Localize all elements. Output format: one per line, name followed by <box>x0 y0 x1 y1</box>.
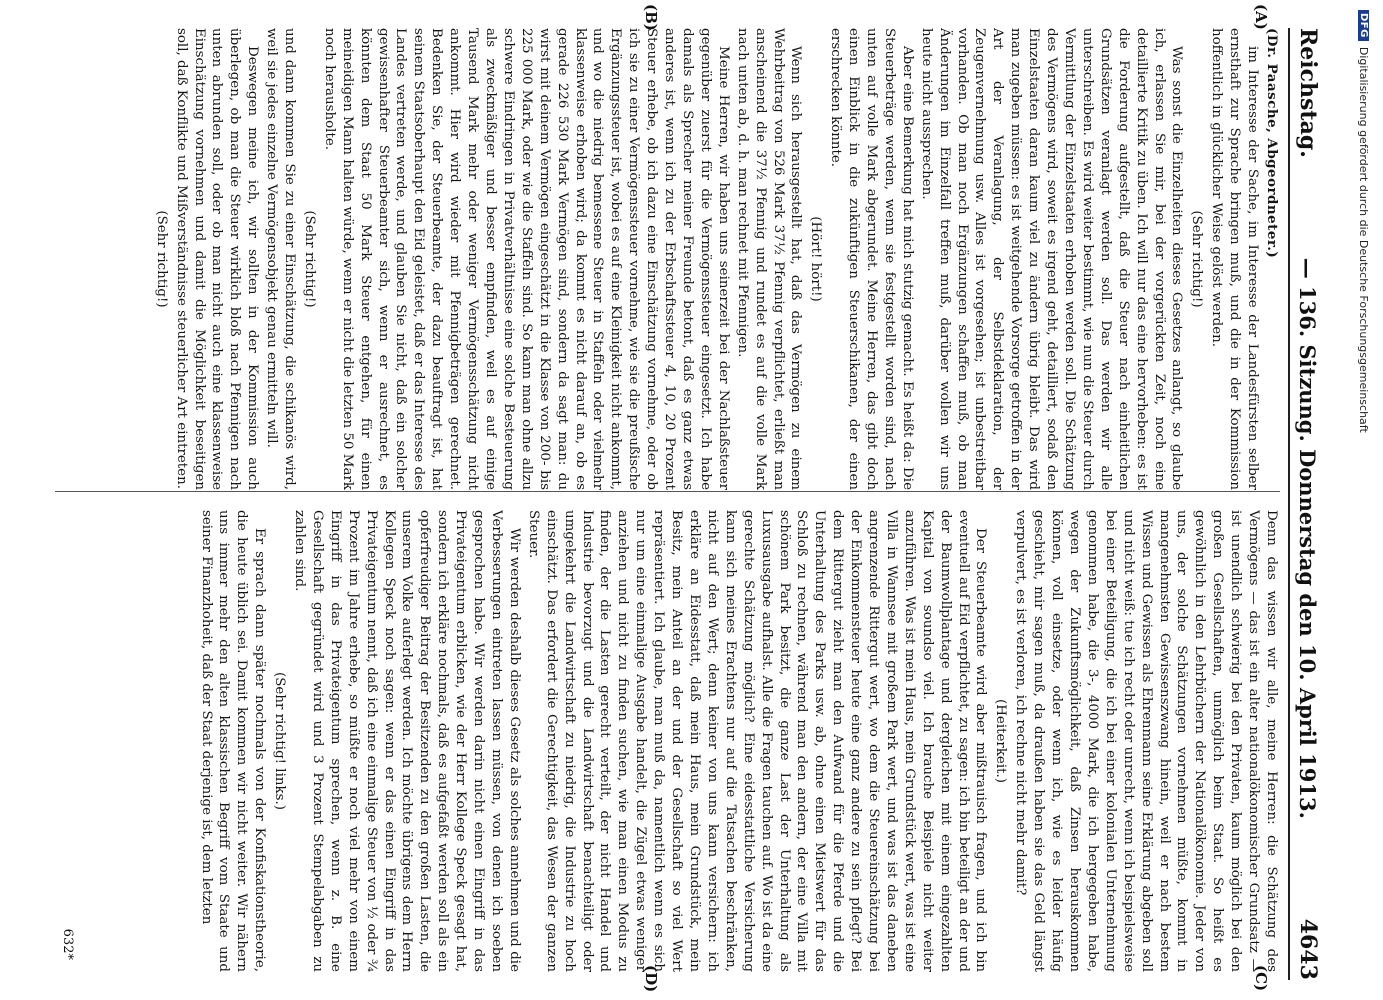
left-column <box>55 28 1280 490</box>
header-left: Reichstag. <box>1295 28 1321 158</box>
right-column <box>55 510 1280 972</box>
speaker-attribution: (Dr. Paasche, Abgeordneter.) <box>1264 28 1280 259</box>
interjection: (Sehr richtig!) <box>301 210 317 308</box>
interjection: (Sehr richtig!) <box>153 210 169 308</box>
page-header <box>1288 28 1326 980</box>
paragraph: Der Steuerbeamte wird aber mißtrauisch fragen, und ich bin eventuell auf Eid verpflichtet, zu sagen: ich bin beteiligt an der und der Baumwollplantage und dergleichen mit einem eingezahlten Kapital von soundso viel. Ich brauche Beispiele nicht weiter anzuführen. Was ist mein Haus, mein Grundstück wert, was ist eine Villa in Wannsee mit großem Park wert, und was ist das daneben angrenzende Rittergut wert, wo dem die Steuereinschätzung bei der Einkommensteuer heute eine ganz andere zu sein pflegt? Bei dem Rittergut zieht man den Aufwand für die Pferde und die Unterhaltung des Parks usw. ab, ohne einen Mietswert für das Schloß zu rechnen, während man den andern, der eine Villa mit schönem Park besitzt, die ganze Last der Unterhaltung als Luxusausgabe aufhalst. Alle die Fragen tauchen auf. Wo ist da eine gerechte Schätzung möglich? Eine eidesstattliche Versicherung kann sich meines Erachtens nur auf die Tatsachen beschränken, nicht auf den Wert; denn keiner von uns kann versichern: ich erkläre an Eidesstatt, daß mein Haus, mein Grundstück, mein Besitz, mein Anteil an der und der Gesellschaft so viel Wert repräsentiert. Ich glaube, man muß da, namentlich wenn es sich nur um eine einmalige Ausgabe handelt, die Zügel etwas weniger anziehen und nicht zu finden suchen, wie man einen Modus zu finden, der die Lasten gerecht verteilt, der nicht Handel und Industrie bevorzugt und die Landwirtschaft benachteiligt oder umgekehrt die Landwirtschaft zu niedrig, die Industrie zu hoch einschätzt. Das erfordert die Gerechtigkeit, das Wesen der ganzen Steuer. <box>525 510 989 972</box>
header-center: — 136. Sitzung. Donnerstag den 10. April 1913. <box>1295 257 1321 819</box>
paragraph: Deswegen meine ich, wir sollten in der Kommission auch überlegen, ob man die Steuer wirklich bloß nach Pfennigen nach unten abrunden soll, oder ob man nicht auch eine klassenweise Einschätzung vornehmen und damit die Möglichkeit beseitigen soll, daß Konflikte und Mißverständnisse steuerlicher Art eintreten. <box>173 28 261 490</box>
scanned-page <box>40 0 1340 1000</box>
interjection: (Hört! hört!) <box>808 216 824 302</box>
margin-marker-d: (D) <box>642 965 660 993</box>
margin-marker-a: (A) <box>1252 4 1270 30</box>
paragraph: Wir werden deshalb dieses Gesetz als solches annehmen und die Verbesserungen eintreten lassen müssen, von denen ich soeben gesprochen habe. Wir werden darin nicht einen Eingriff in das Privateigentum erblicken, wie der Herr Kollege Speck gesagt hat, sondern ich erkläre nochmals, daß es aufgefaßt werden soll als ein opferfreudiger Beitrag der Besitzenden zu den großen Lasten, die unserem Volke auferlegt werden. Ich möchte übrigens dem Herrn Kollegen Speck noch sagen: wenn er das einen Eingriff in das Privateigentum nennt, daß ich eine einmalige Steuer von ½ oder ¾ Prozent im Jahre erhebe, so müßte er noch viel mehr von einem Eingriff in das Privateigentum sprechen, wenn z. B. eine Gesellschaft gegründet wird und 3 Prozent Stempelabgaben zu zahlen sind. <box>292 510 522 972</box>
interjection: (Heiterkeit.) <box>993 699 1009 783</box>
column-divider <box>55 491 1280 492</box>
signature-mark: 632* <box>60 928 75 960</box>
paragraph: Was sonst die Einzelheiten dieses Gesetzes anlangt, so glaube ich, erlassen Sie mir, bei der vorgerückten Zeit, noch eine detaillierte Kritik zu üben. Ich will nur das eine hervorheben: es ist die Forderung aufgestellt, daß die Steuer nach einheitlichen Grundsätzen veranlagt werden soll. Das werden wir alle unterschreiben. Es wird weiter bestimmt, wie nun die Steuer durch Vermittlung der Einzelstaaten erhoben werden soll. Die Schätzung des Vermögens wird, soweit es irgend geht, detailliert, sodaß den Einzelstaaten daran kaum viel zu ändern übrig bleibt. Das wird man zugeben müssen: es ist weitgehende Vorsorge getroffen in der Art der Veranlagung, der Selbstdeklaration, der Zeugenvernehmung usw. Alles ist vorgesehen; ist unbestreitbar vorhanden. Ob man noch Ergänzungen schaffen muß, ob man Änderungen im Einzelfall treffen muß, darüber wollen wir uns heute nicht aussprechen. <box>918 28 1185 490</box>
paragraph: im Interesse der Sache, im Interesse der Landesfürsten selber ernsthaft zur Sprache bringen muß, und die in der Kommission hoffentlich in glücklicher Weise gelöst werden. <box>1209 28 1261 490</box>
paragraph: Wenn sich herausgestellt hat, daß das Vermögen zu einem Wehrbeitrag von 526 Mark 37½ Pfennig verpflichtet, erließt man anscheinend die 37½ Pfennig und rundet es auf die volle Mark nach unten ab, d. h. man rechnet mit Pfennigen. <box>734 28 804 490</box>
page-number: 4643 <box>1295 918 1321 980</box>
paragraph: Er sprach dann später nochmals von der Konfiskationstheorie, die heute üblich sei. Damit kommen wir nicht weiter. Wir nähern uns immer mehr den alten klassischen Begriff vom Staate und seiner Finanzhoheit, daß der Staat derjenige ist, dem letzten <box>198 510 268 972</box>
margin-marker-c: (C) <box>1252 965 1270 992</box>
credit-text: Digitalisierung gefördert durch die Deutsche Forschungsgemeinschaft <box>1357 46 1370 433</box>
dfg-logo: DFG <box>1358 10 1369 41</box>
interjection: (Sehr richtig! links.) <box>272 672 288 810</box>
paragraph: Meine Herren, wir haben uns seinerzeit bei der Nachlaßsteuer gegenüber zuerst für die Vermögenssteuer eingesetzt. Ich habe damals als Sprecher meiner Freunde betont, daß es ganz etwas anderes ist, wenn ich zu der Erbschaftssteuer 4, 10, 20 Prozent Steuer erhebe, ob ich dazu eine Einschätzung vornehme, oder ob ich sie zu einer Vermögenssteuer vornehme, wie sie die preußische Ergänzungssteuer ist, wobei es auf eine Kleinigkeit nicht ankommt, und wo die niedrig bemessene Steuer in Staffeln oder vielmehr klassenweise erhoben wird; da kommt es nicht darauf an, ob es gerade 226 530 Mark Vermögen sind, sondern da sagt man: du wirst mit deinem Vermögen eingeschätzt in die Klasse von 200- bis 225 000 Mark, oder wie die Staffeln sind. So kann man ohne allzu schwere Eindringen in Privatverhältnisse eine solche Besteuerung als zweckmäßiger und besser empfinden, weil es auf einige Tausend Mark mehr oder weniger Vermögensschätzung nicht ankommt. Hier wird wieder mit Pfennigbeträgen gerechnet. Bedenken Sie, der Steuerbeamte, der dazu beauftragt ist, hat seinem Staatsoberhaupt den Eid geleistet, daß er das Interesse des Landes vertreten werde, und glauben Sie nicht, daß ein solcher gewissenhafter Steuerbeamter sich, wenn er ausrechnet, es könnten dem Staat 50 Mark Steuer entgehen, für einen meineidigen Mann halten würde, wenn er nicht die letzten 50 Mark noch herausholte. <box>321 28 731 490</box>
interjection: (Sehr richtig!) <box>1189 210 1205 308</box>
margin-marker-b: (B) <box>642 4 660 31</box>
paragraph: Denn das wissen wir alle, meine Herren: die Schätzung des Vermögens — das ist ein alter nationalökonomischer Grundsatz — ist unendlich schwierig bei den Privaten, kaum möglich bei den großen Gesellschaften, unmöglich beim Staat. So heißt es gewöhnlich in den Lehrbüchern der Nationalökonomie. Jeder von uns, der solche Schätzungen vornehmen müßte, kommt in mangenehmsten Gewissenszwang hinein, weil er nach bestem Wissen und Gewissen als Ehrenmann seine Erklärung abgeben soll und nicht weiß: tue ich recht oder unrecht, wenn ich beispielsweise bei einer Beteiligung, die ich bei einer kolonialen Unternehmung genommen habe, die 3-, 4000 Mark, die ich hergegeben habe, wegen der Zukunftsmöglichkeit, daß Zinsen herauskommen können, voll einsetze, oder wenn ich, wie es leider häufig geschieht, mir sagen muß, da draußen haben sie das Geld längst verpulvert, es ist verloren, ich rechne nicht mehr damit? <box>1013 510 1279 972</box>
digitization-credit <box>1357 10 1370 433</box>
paragraph: Aber eine Bemerkung hat mich stutzig gemacht. Es heißt da: Die Steuerbeträge werden, wenn sie festgestellt worden sind, nach unten auf volle Mark abgerundet. Meine Herren, das gibt doch einen Einblick in die zukünftigen Steuerschikanen, der einen erschrecken könnte. <box>828 28 915 490</box>
paragraph: und dann kommen Sie zu einer Einschätzung, die schikanös wird, weil sie jedes einzelne Vermögensobjekt genau ermitteln will. <box>264 28 298 490</box>
